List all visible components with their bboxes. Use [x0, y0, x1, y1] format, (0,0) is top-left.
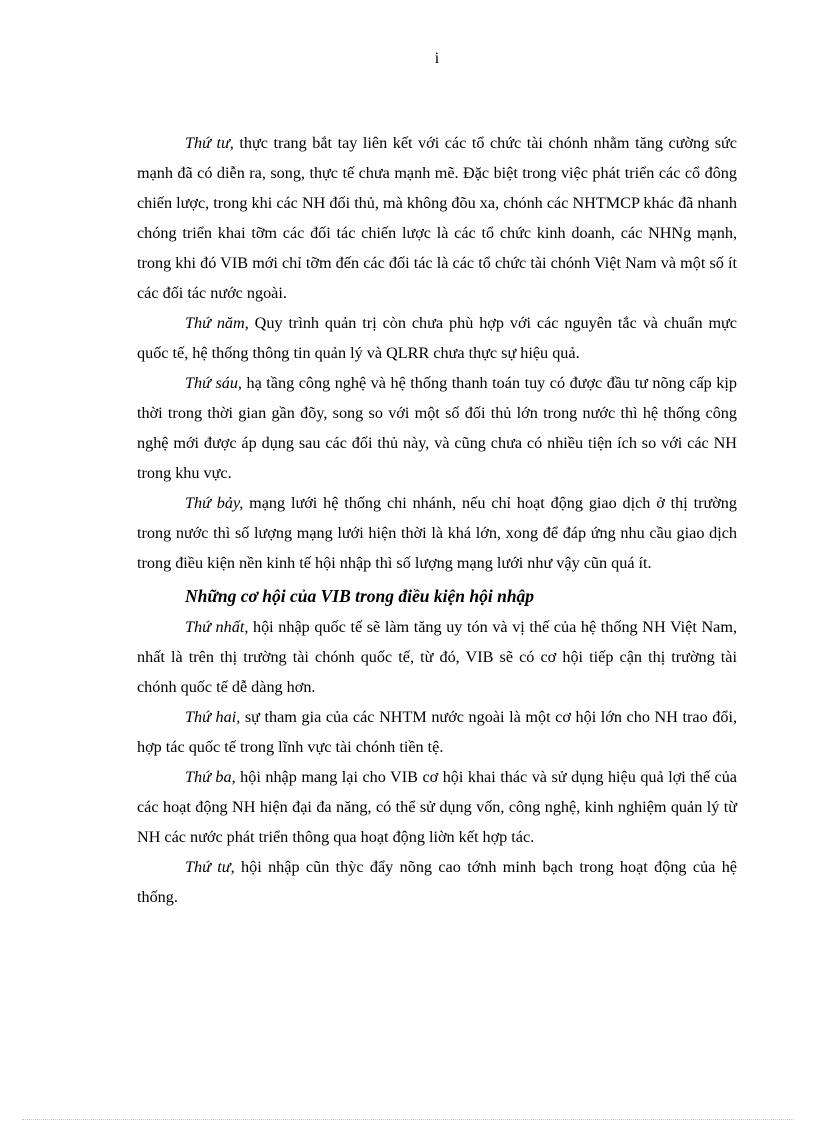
paragraph-lead: Thứ ba,: [185, 768, 236, 786]
section-heading-opportunities: Những cơ hội của VIB trong điều kiện hội nhập: [185, 586, 535, 606]
paragraph-text: thực trang bắt tay liên kết với các tổ chức tài chónh nhằm tăng cường sức mạnh đã có diễn ra, song, thực tế chưa mạnh mẽ. Đặc biệt trong việc phát triển các cổ đông chiến lược, trong khi các NH đối thủ, mà không đõu xa, chónh các NHTMCP khác đã nhanh chóng triển khai tỡm các đối tác chiến lược là các tổ chức kinh doanh, các NHNg mạnh, trong khi đó VIB mới chỉ tỡm đến các đối tác là các tổ chức tài chónh Việt Nam và một số ít các đối tác nước ngoài.: [137, 134, 737, 302]
footer-divider: [22, 1119, 794, 1120]
paragraph-lead: Thứ nhất,: [185, 618, 249, 636]
paragraph-lead: Thứ năm,: [185, 314, 249, 332]
paragraph-lead: Thứ sáu,: [185, 374, 242, 392]
paragraph-thu-hai: [137, 702, 737, 762]
paragraph-thu-tu-opportunities: [137, 852, 737, 912]
paragraph-text: hội nhập cũn thỳc đẩy nõng cao tớnh minh bạch trong hoạt động của hệ thống.: [137, 858, 737, 906]
page-number: i: [434, 50, 440, 67]
document-body: [137, 128, 737, 912]
paragraph-lead: Thứ tư,: [185, 858, 235, 876]
paragraph-lead: Thứ tư,: [185, 134, 234, 152]
paragraph-thu-nhat: [137, 612, 737, 702]
paragraph-thu-ba: [137, 762, 737, 852]
paragraph-thu-tu-challenges: [137, 128, 737, 308]
paragraph-thu-nam: [137, 308, 737, 368]
paragraph-text: Quy trình quản trị còn chưa phù hợp với các nguyên tắc và chuẩn mực quốc tế, hệ thống thông tin quản lý và QLRR chưa thực sự hiệu quả.: [137, 314, 737, 362]
paragraph-text: hội nhập mang lại cho VIB cơ hội khai thác và sử dụng hiệu quả lợi thế của các hoạt động NH hiện đại đa năng, có thể sử dụng vốn, công nghệ, kinh nghiệm quản lý từ NH các nước phát triển thông qua hoạt động liờn kết hợp tác.: [137, 768, 737, 846]
paragraph-lead: Thứ bảy,: [185, 494, 244, 512]
paragraph-text: hạ tầng công nghệ và hệ thống thanh toán tuy có được đầu tư nõng cấp kịp thời trong thời gian gần đõy, song so với một số đối thủ lớn trong nước thì hệ thống công nghệ mới được áp dụng sau các đối thủ này, và cũng chưa có nhiều tiện ích so với các NH trong khu vực.: [137, 374, 737, 482]
paragraph-lead: Thứ hai,: [185, 708, 241, 726]
paragraph-text: sự tham gia của các NHTM nước ngoài là một cơ hội lớn cho NH trao đổi, hợp tác quốc tế trong lĩnh vực tài chónh tiền tệ.: [137, 708, 737, 756]
paragraph-thu-sau: [137, 368, 737, 488]
paragraph-text: hội nhập quốc tế sẽ làm tăng uy tón và vị thế của hệ thống NH Việt Nam, nhất là trên thị trường tài chónh quốc tế, từ đó, VIB sẽ có cơ hội tiếp cận thị trường tài chónh quốc tế dễ dàng hơn.: [137, 618, 737, 696]
paragraph-thu-bay: [137, 488, 737, 578]
paragraph-text: mạng lưới hệ thống chi nhánh, nếu chỉ hoạt động giao dịch ở thị trường trong nước thì số lượng mạng lưới hiện thời là khá lớn, xong để đáp ứng nhu cầu giao dịch trong điều kiện nền kinh tế hội nhập thì số lượng mạng lưới như vậy cũn quá ít.: [137, 494, 737, 572]
